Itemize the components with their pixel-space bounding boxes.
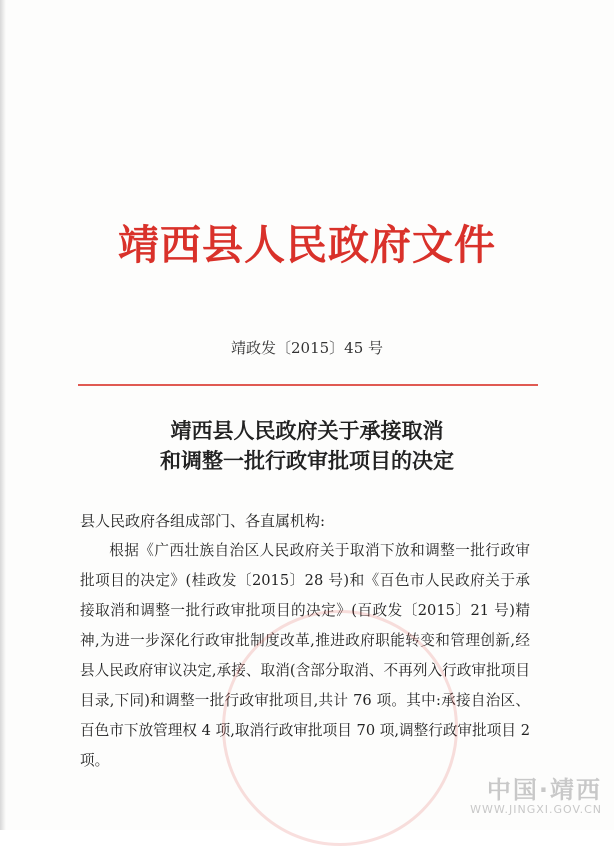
watermark-main-text: 中国·靖西 [486,776,602,804]
page-edge-shadow [0,0,6,830]
document-title-line-1: 靖西县人民政府关于承接取消 [170,418,444,443]
document-title-line-2: 和调整一批行政审批项目的决定 [160,448,454,473]
watermark-url-text: WWW.JINGXI.GOV.CN [470,803,602,816]
document-header-title: 靖西县人民政府文件 [118,221,496,269]
document-title [0,416,614,476]
site-watermark [470,770,602,816]
document-number: 靖政发〔2015〕45 号 [230,339,384,357]
body-paragraph: 根据《广西壮族自治区人民政府关于取消下放和调整一批行政审批项目的决定》(桂政发〔2015〕28 号)和《百色市人民政府关于承接取消和调整一批行政审批项目的决定》(百政发〔2015〕21 号)精神,为进一步深化行政审批制度改革,推进政府职能转变和管理创新,经县人民政府审议决定,承接、取消(含部分取消、不再列入行政审批项目目录,下同)和调整一批行政审批项目,共计 76 项。其中:承接自治区、百色市下放管理权 4 项,取消行政审批项目 70 项,调整行政审批项目 2 项。 [80,542,530,769]
addressee-line: 县人民政府各组成部门、各直属机构: [80,512,326,530]
red-divider-line [78,384,538,386]
